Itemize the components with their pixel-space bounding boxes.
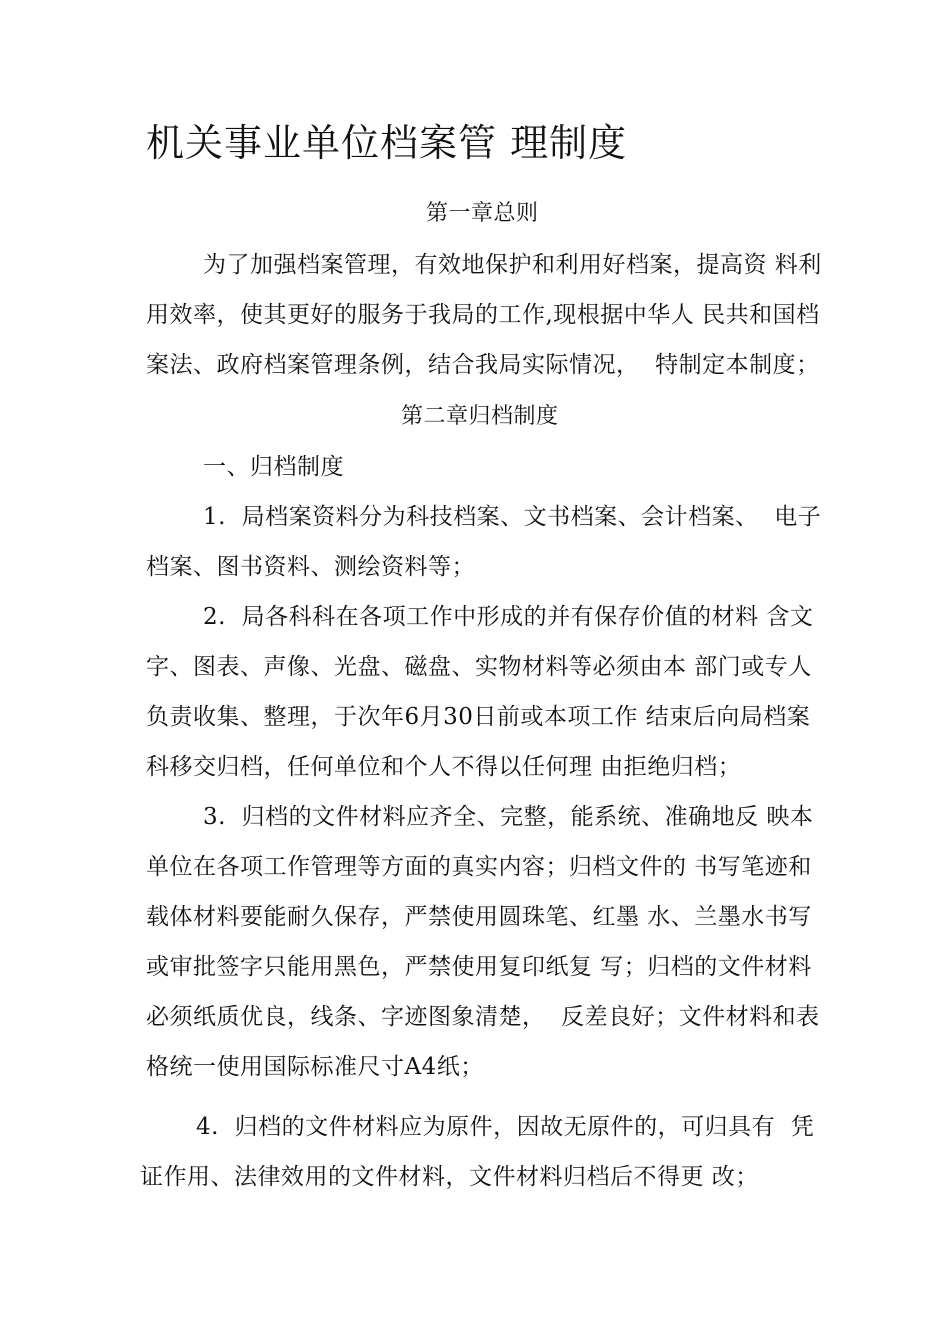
item-3-line: 必须纸质优良，线条、字迹图象清楚， 反差良好；文件材料和表	[146, 1004, 820, 1030]
item-2-line: 字、图表、声像、光盘、磁盘、实物材料等必须由本 部门或专人	[146, 654, 812, 680]
item-3-line: 载体材料要能耐久保存，严禁使用圆珠笔、红墨 水、兰墨水书写	[146, 904, 812, 930]
chapter-2-heading: 第二章归档制度	[401, 404, 559, 429]
chapter-1-heading: 第一章总则	[426, 201, 539, 226]
item-4-line: 证作用、法律效用的文件材料，文件材料归档后不得更 改；	[140, 1164, 759, 1190]
chapter-1-paragraph-line: 案法、政府档案管理条例，结合我局实际情况， 特制定本制度；	[146, 352, 820, 378]
section-1-heading: 一、归档制度	[203, 454, 344, 480]
item-2-line: 负责收集、整理，于次年6月30日前或本项工作 结束后向局档案	[146, 704, 811, 730]
document-title: 机关事业单位档案管 理制度	[146, 121, 628, 165]
item-3-line: 或审批签字只能用黑色，严禁使用复印纸复 写；归档的文件材料	[146, 954, 812, 980]
item-3-line: 单位在各项工作管理等方面的真实内容；归档文件的 书写笔迹和	[146, 854, 812, 880]
item-2-line: 2. 局各科科在各项工作中形成的并有保存价值的材料 含文	[203, 604, 814, 630]
item-1-line: 1. 局档案资料分为科技档案、文书档案、会计档案、 电子	[203, 504, 822, 530]
item-1-line: 档案、图书资料、测绘资料等；	[146, 554, 475, 580]
item-4-line: 4. 归档的文件材料应为原件，因故无原件的，可归具有 凭	[196, 1114, 815, 1140]
item-3-line: 格统一使用国际标准尺寸A4纸；	[146, 1054, 484, 1080]
item-2-line: 科移交归档，任何单位和个人不得以任何理 由拒绝归档；	[146, 754, 742, 780]
item-3-line: 3. 归档的文件材料应齐全、完整，能系统、准确地反 映本	[203, 804, 814, 830]
chapter-1-paragraph-line: 用效率，使其更好的服务于我局的工作,现根据中华人 民共和国档	[146, 302, 820, 328]
chapter-1-paragraph-line: 为了加强档案管理，有效地保护和利用好档案，提高资 料利	[203, 252, 822, 278]
